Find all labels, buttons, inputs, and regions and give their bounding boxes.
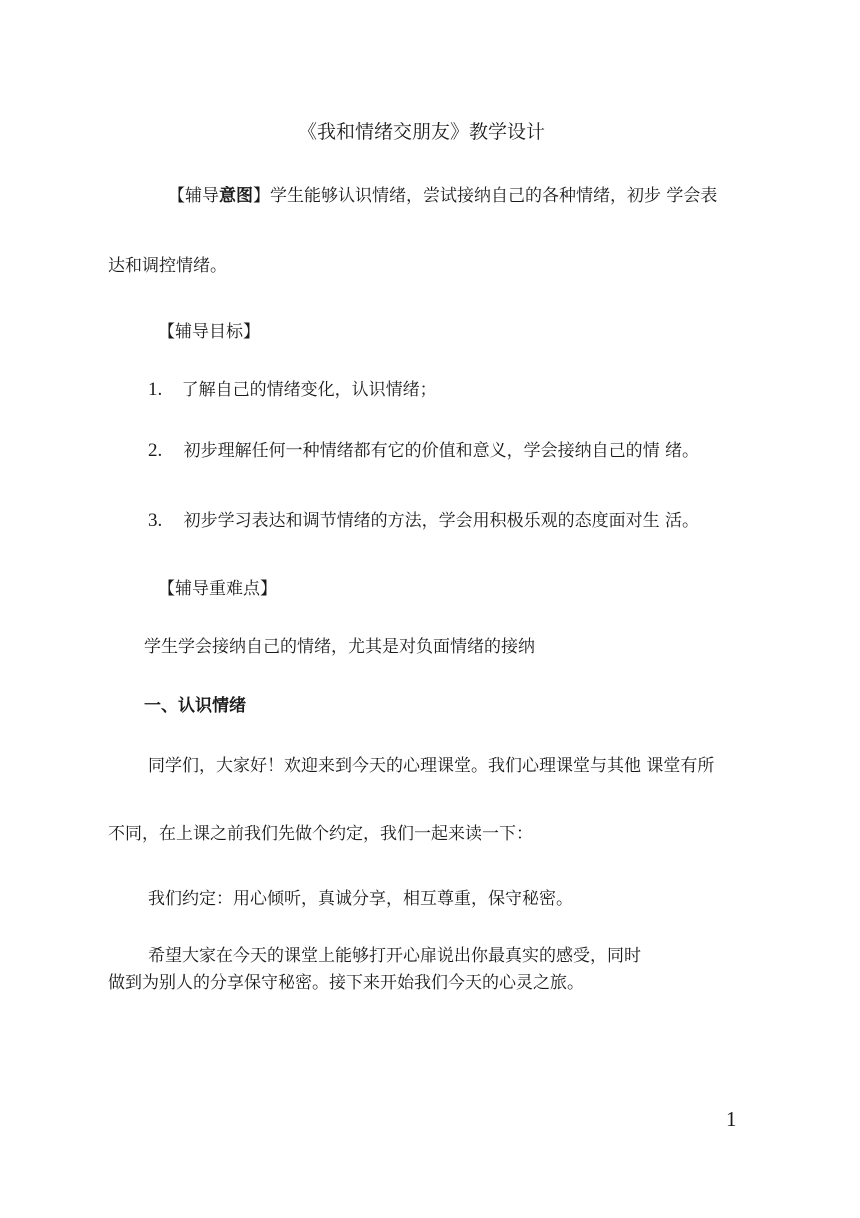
- goal-text: 初步理解任何一种情绪都有它的价值和意义，学会接纳自己的情 绪。: [183, 441, 700, 461]
- goal-number: 1.: [148, 379, 163, 400]
- difficulty-text: 学生学会接纳自己的情绪，尤其是对负面情绪的接纳: [144, 637, 535, 657]
- document-title: 《我和情绪交朋友》教学设计: [298, 121, 546, 143]
- goal-text: 初步学习表达和调节情绪的方法，学会用积极乐观的态度面对生 活。: [183, 511, 700, 531]
- goal-text: 了解自己的情绪变化，认识情绪；: [181, 380, 437, 400]
- intent-line-2: 达和调控情绪。: [108, 256, 227, 276]
- intent-text-line-1: 学生能够认识情绪，尝试接纳自己的各种情绪，初步 学会表: [270, 186, 718, 206]
- goal-item-3: [148, 509, 699, 533]
- goals-heading: 【辅导目标】: [158, 322, 260, 342]
- intent-bracket-bold: 意图: [219, 186, 253, 206]
- paragraph-1-line-2: 不同，在上课之前我们先做个约定，我们一起来读一下：: [108, 824, 533, 844]
- goal-item-2: [148, 439, 699, 463]
- intent-bracket-close: 】: [253, 186, 270, 206]
- intent-line-1: [168, 184, 717, 208]
- page-number: 1: [726, 1107, 737, 1131]
- paragraph-1-line-1: 同学们，大家好！欢迎来到今天的心理课堂。我们心理课堂与其他 课堂有所: [148, 756, 715, 776]
- paragraph-2-line-1: 希望大家在今天的课堂上能够打开心扉说出你最真实的感受，同时: [148, 946, 641, 966]
- agreement-text: 我们约定：用心倾听，真诚分享，相互尊重，保守秘密。: [148, 889, 573, 909]
- goal-number: 2.: [148, 440, 163, 461]
- difficulty-heading: 【辅导重难点】: [158, 579, 277, 599]
- section-heading: 一、认识情绪: [144, 696, 246, 716]
- intent-bracket-open: 【辅导: [168, 186, 219, 206]
- goal-number: 3.: [148, 510, 163, 531]
- goal-item-1: [148, 378, 437, 402]
- paragraph-2-line-2: 做到为别人的分享保守秘密。接下来开始我们今天的心灵之旅。: [108, 973, 584, 993]
